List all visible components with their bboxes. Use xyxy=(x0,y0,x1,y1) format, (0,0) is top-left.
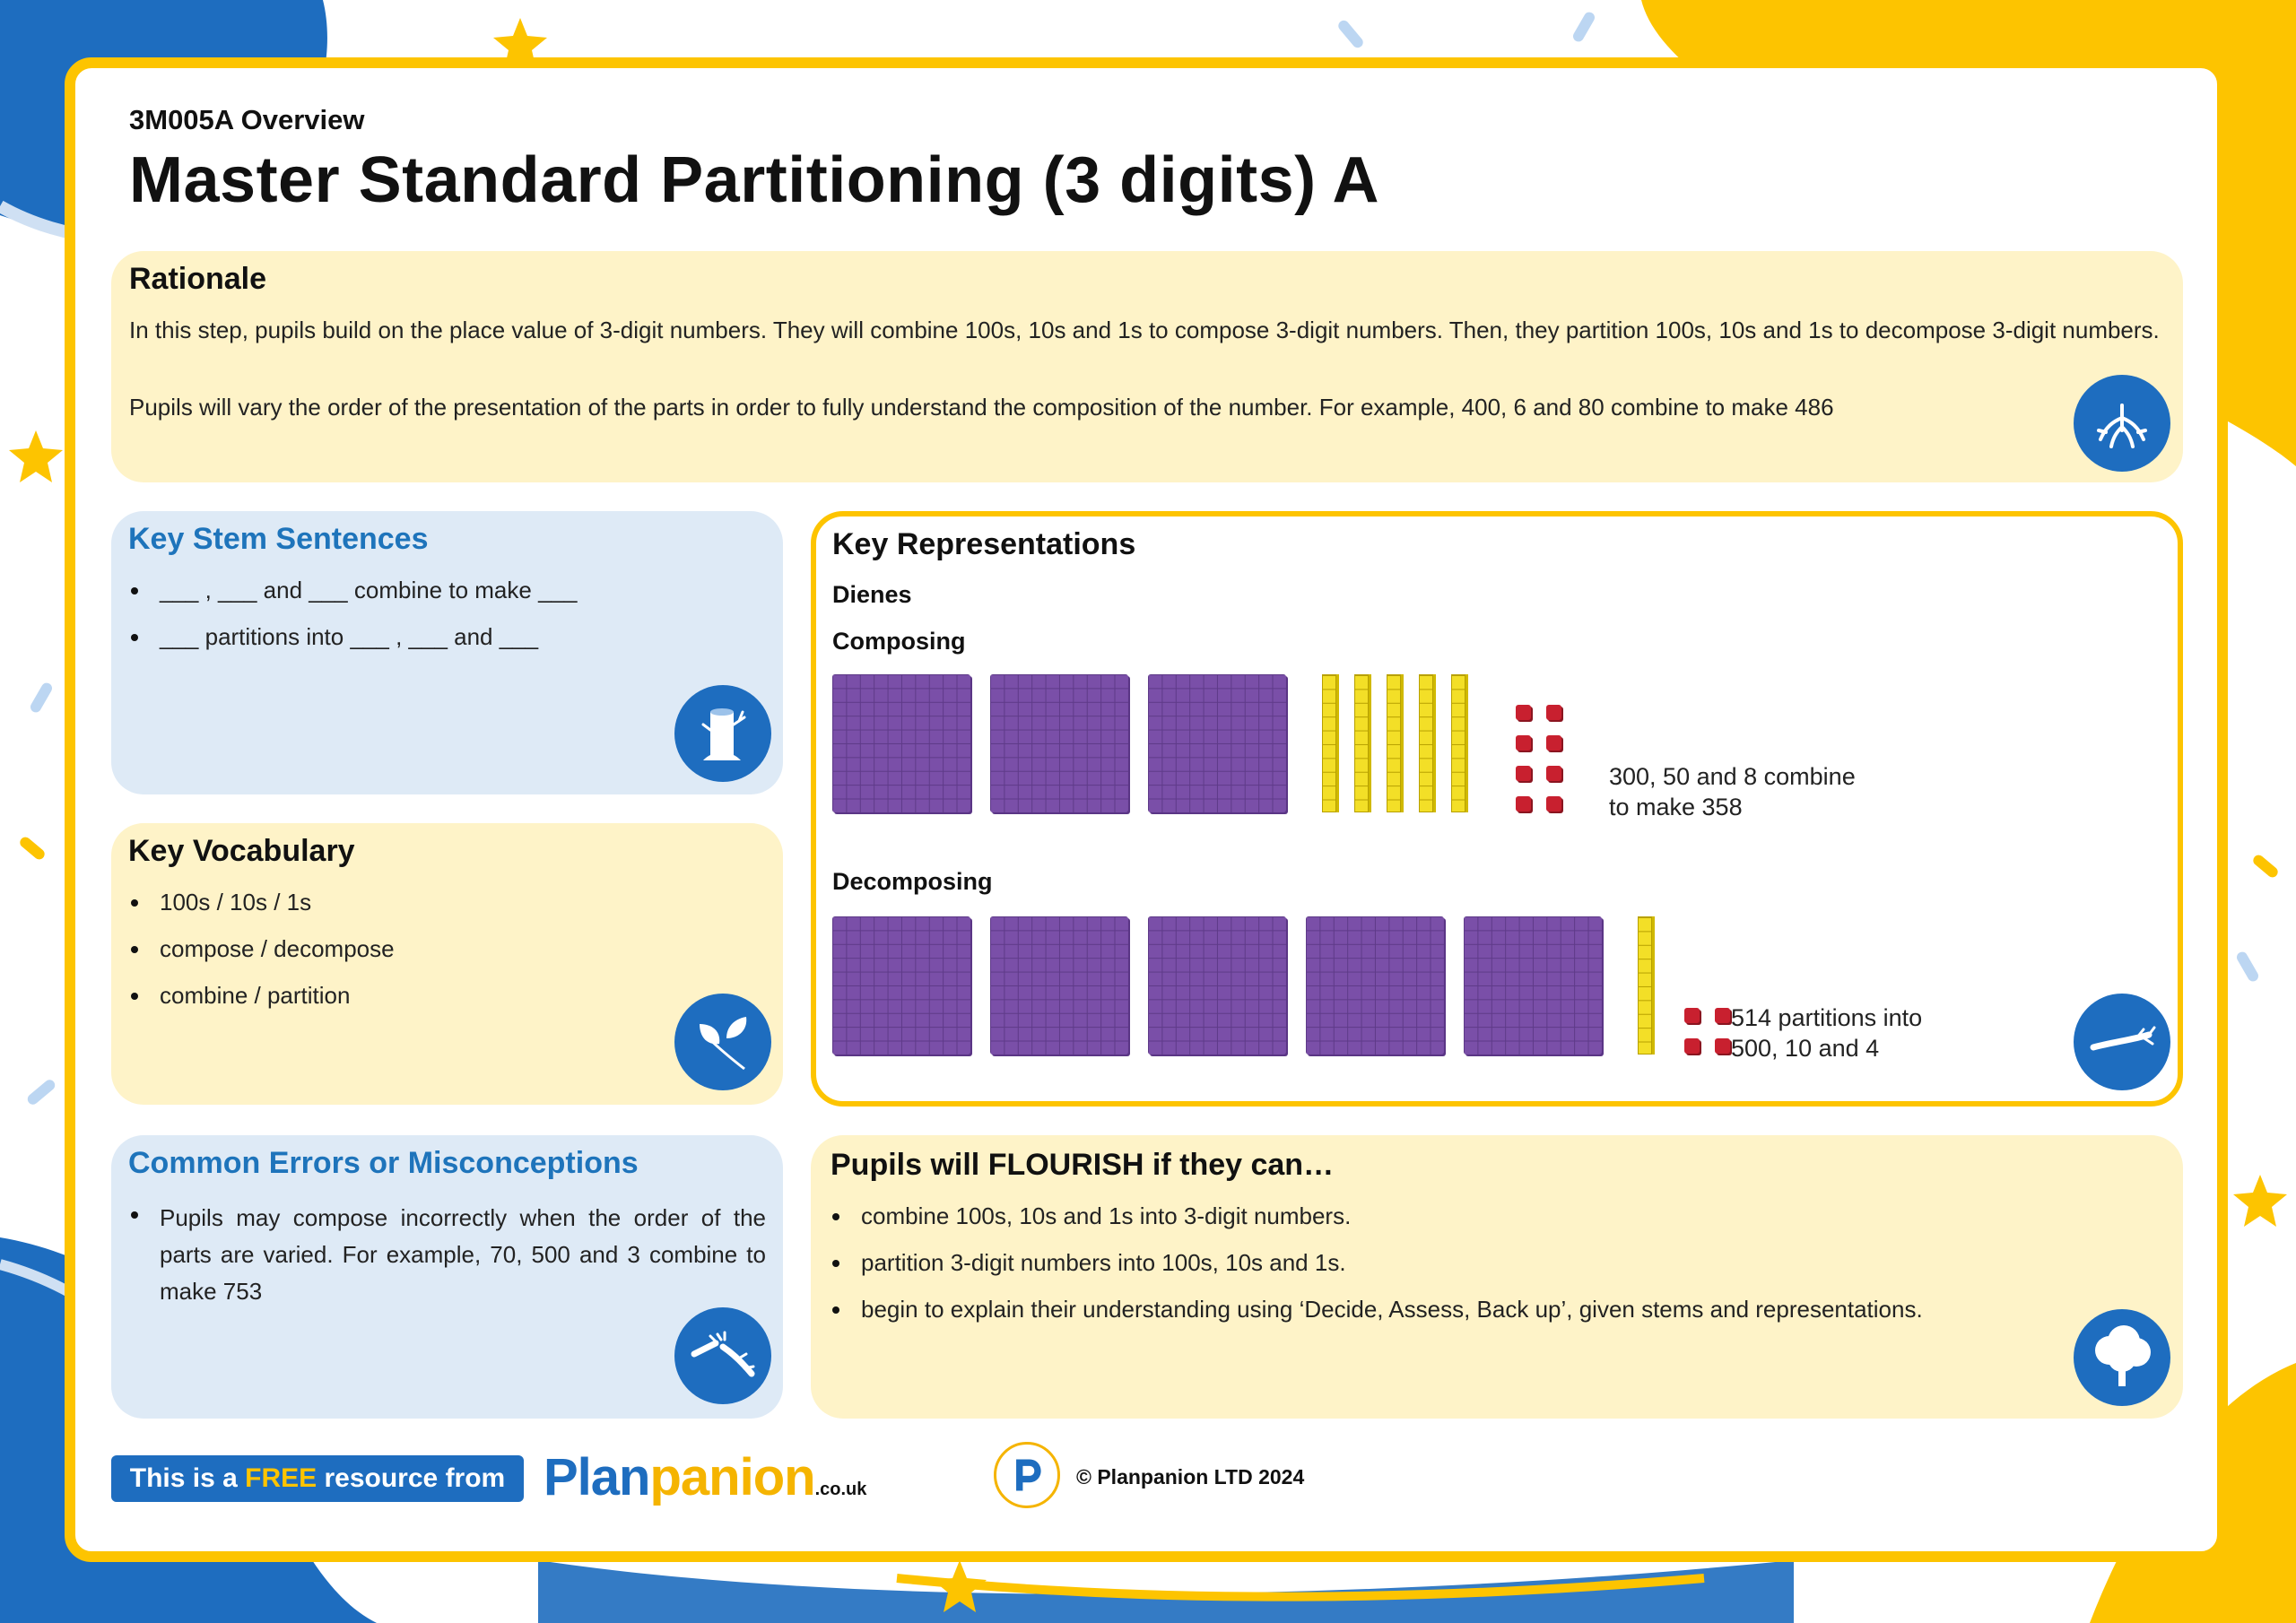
ribbon-text-pre: This is a xyxy=(129,1463,246,1493)
list-item: 100s / 10s / 1s xyxy=(129,888,757,917)
one-cube xyxy=(1516,735,1531,751)
hundred-flat xyxy=(1148,916,1286,1055)
list-item: ___ , ___ and ___ combine to make ___ xyxy=(129,576,757,605)
one-cube xyxy=(1546,705,1561,720)
decomposing-sentence-line-1: 514 partitions into xyxy=(1731,1004,1923,1031)
list-item: partition 3-digit numbers into 100s, 10s and 1s. xyxy=(831,1248,2068,1278)
ten-rod xyxy=(1354,674,1369,812)
hundred-flat xyxy=(1464,916,1602,1055)
misconceptions-list xyxy=(129,1200,766,1327)
decomposing-label: Decomposing xyxy=(832,868,993,895)
one-cube xyxy=(1516,766,1531,781)
flourish-list xyxy=(831,1202,2068,1341)
hundred-flat xyxy=(1148,674,1286,812)
rationale-paragraph-1: In this step, pupils build on the place value of 3-digit numbers. They will combine 100s, 10s and 1s to compose 3-digit numbers. Then, they partition 100s, 10s and 1s to decompose 3-digit numbers. xyxy=(129,317,2160,343)
ten-rod xyxy=(1638,916,1652,1055)
one-cube xyxy=(1715,1038,1730,1054)
vocabulary-heading: Key Vocabulary xyxy=(128,834,355,868)
list-item: combine / partition xyxy=(129,981,757,1011)
flourish-heading: Pupils will FLOURISH if they can… xyxy=(831,1148,1335,1182)
list-item: ___ partitions into ___ , ___ and ___ xyxy=(129,622,757,652)
composing-sentence-line-1: 300, 50 and 8 combine xyxy=(1609,763,1856,790)
stem-sentences-heading: Key Stem Sentences xyxy=(128,522,429,556)
ten-rod xyxy=(1387,674,1401,812)
copyright: © Planpanion LTD 2024 xyxy=(1076,1465,1305,1488)
rationale-panel xyxy=(111,251,2183,482)
representations-heading: Key Representations xyxy=(832,527,1136,561)
hundred-flat xyxy=(832,916,970,1055)
list-item: compose / decompose xyxy=(129,934,757,964)
list-item: Pupils may compose incorrectly when the order of the parts are varied. For example, 70, 500 and 3 combine to make 753 xyxy=(129,1200,766,1310)
one-cube xyxy=(1516,796,1531,812)
decomposing-sentence-line-2: 500, 10 and 4 xyxy=(1731,1035,1880,1062)
tree-icon xyxy=(2074,1309,2170,1406)
ribbon-text-free: FREE xyxy=(245,1463,317,1493)
logo-part-domain: .co.uk xyxy=(814,1480,867,1499)
one-cube xyxy=(1546,735,1561,751)
one-cube xyxy=(1546,796,1561,812)
vocabulary-list xyxy=(129,888,757,1028)
list-item: combine 100s, 10s and 1s into 3-digit numbers. xyxy=(831,1202,2068,1231)
one-cube xyxy=(1516,705,1531,720)
planpanion-badge-icon xyxy=(994,1442,1060,1508)
ribbon-text-post: resource from xyxy=(317,1463,506,1493)
list-item: begin to explain their understanding using ‘Decide, Assess, Back up’, given stems and representations. xyxy=(831,1295,2068,1324)
one-cube xyxy=(1546,766,1561,781)
tree-stump-icon xyxy=(674,685,771,782)
hundred-flat xyxy=(1306,916,1444,1055)
composing-label: Composing xyxy=(832,628,966,655)
page-title: Master Standard Partitioning (3 digits) A xyxy=(129,144,1379,216)
rationale-paragraph-2: Pupils will vary the order of the presentation of the parts in order to fully understand the composition of the number. For example, 400, 6 and 80 combine to make 486 xyxy=(129,394,1834,421)
representation-type: Dienes xyxy=(832,581,912,608)
stem-sentences-list xyxy=(129,576,757,669)
composing-sentence-line-2: to make 358 xyxy=(1609,794,1743,820)
leaves-icon xyxy=(674,994,771,1090)
misconceptions-heading: Common Errors or Misconceptions xyxy=(128,1146,639,1180)
branch-icon xyxy=(2074,994,2170,1090)
hundred-flat xyxy=(832,674,970,812)
free-resource-ribbon xyxy=(111,1455,524,1502)
roots-icon xyxy=(2074,375,2170,472)
broken-branch-icon xyxy=(674,1307,771,1404)
ten-rod xyxy=(1451,674,1465,812)
planpanion-logo xyxy=(544,1447,866,1507)
lesson-code: 3M005A Overview xyxy=(129,104,365,135)
hundred-flat xyxy=(990,916,1128,1055)
rationale-heading: Rationale xyxy=(129,262,267,296)
ten-rod xyxy=(1419,674,1433,812)
hundred-flat xyxy=(990,674,1128,812)
one-cube xyxy=(1715,1008,1730,1023)
logo-part-panion: panion xyxy=(649,1448,815,1506)
ten-rod xyxy=(1322,674,1336,812)
one-cube xyxy=(1684,1038,1700,1054)
logo-part-plan: Plan xyxy=(544,1448,650,1506)
one-cube xyxy=(1684,1008,1700,1023)
